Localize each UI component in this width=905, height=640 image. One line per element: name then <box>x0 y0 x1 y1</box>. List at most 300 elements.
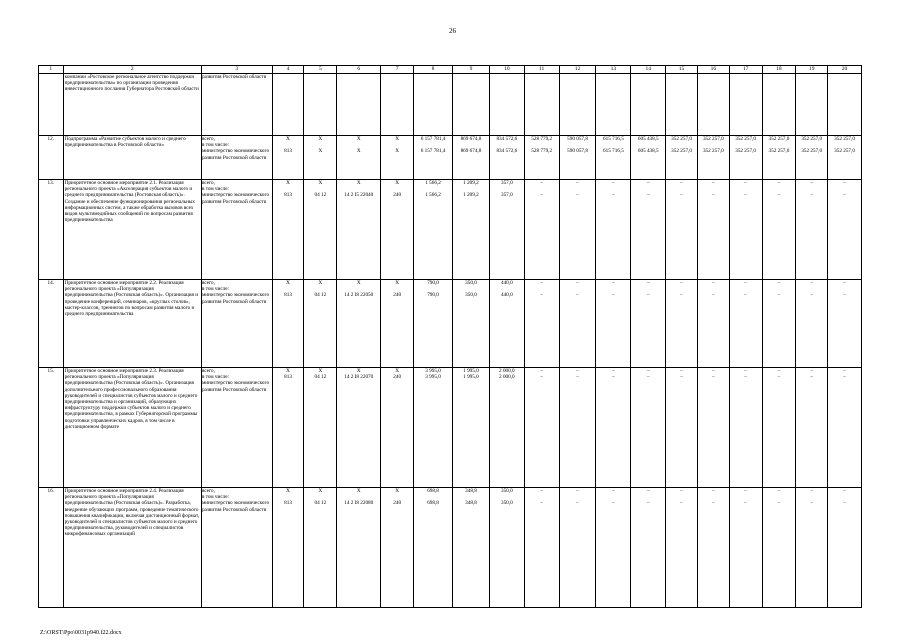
header-col-14: 14 <box>631 66 666 74</box>
value-line <box>381 74 413 80</box>
value-cell-col-18 <box>762 74 796 136</box>
value-cell-col-10 <box>489 180 524 280</box>
value-line: 350,0 <box>465 280 477 286</box>
value-line: – <box>712 500 715 507</box>
value-line: – <box>612 292 615 299</box>
value-cell-col-7 <box>381 488 414 608</box>
value-line: – <box>777 180 781 186</box>
row-name: Приоритетное основное мероприятие 2.4. Реализация регионального проекта «Популяризация предпринимательства (Ростовская область)». Разработка, внедрение обучающих программ, проведение тематического повышения квалификации, включая дистанционный формат, руководителей и специалистов субъектов малого и среднего предпринимательства, руководителей и специалистов микрофинансовых организаций <box>63 488 201 608</box>
value-cell-col-8 <box>414 180 453 280</box>
value-line: 14 2 I8 22070 <box>344 374 374 381</box>
value-cell-col-5 <box>304 136 337 180</box>
value-line: X <box>395 136 400 142</box>
value-line: 1 209,2 <box>463 180 479 186</box>
executor-line: в том числе: <box>201 494 229 501</box>
value-line: 528 779,2 <box>531 136 553 142</box>
value-line: 352 257,0 <box>801 148 823 155</box>
value-cell-col-5 <box>304 180 337 280</box>
value-line: 813 <box>284 374 292 381</box>
value-line: – <box>576 374 579 381</box>
value-line: – <box>712 192 715 199</box>
value-line: 440,0 <box>500 280 513 286</box>
value-line: – <box>646 292 650 299</box>
row-number <box>39 74 64 136</box>
value-line: 6 157 781,4 <box>420 136 446 142</box>
value-line: X <box>318 148 323 155</box>
value-line: – <box>810 280 813 286</box>
value-line: – <box>843 500 846 507</box>
value-line: X <box>395 148 400 155</box>
value-line: 869 674,8 <box>460 136 482 142</box>
row-number: 12. <box>39 136 64 180</box>
header-col-1: 1 <box>39 66 64 74</box>
value-line: X <box>356 180 361 186</box>
value-cell-col-11 <box>524 136 559 180</box>
value-cell-col-8 <box>414 74 453 136</box>
value-cell-col-15 <box>666 368 698 488</box>
value-cell-col-9 <box>453 488 490 608</box>
value-cell-col-4 <box>272 180 304 280</box>
value-cell-col-11 <box>524 488 559 608</box>
footer-file-path: Z:\ORST\Ppo\0031p940.f22.docx <box>40 630 122 636</box>
value-line <box>337 74 380 80</box>
value-line: – <box>540 368 543 374</box>
value-line <box>304 74 336 80</box>
value-line: 813 <box>284 148 292 155</box>
value-line: – <box>744 192 747 199</box>
table-row <box>39 368 862 488</box>
value-line: – <box>843 368 846 374</box>
value-line: – <box>712 374 715 381</box>
value-cell-col-6 <box>337 180 381 280</box>
row-number: 16. <box>39 488 64 608</box>
value-line: – <box>540 488 543 494</box>
value-line <box>414 74 452 80</box>
value-cell-col-7 <box>381 74 414 136</box>
row-number: 14. <box>39 280 64 368</box>
value-line: 240 <box>393 374 402 381</box>
value-cell-col-20 <box>828 488 862 608</box>
value-line: 352 257,0 <box>768 136 790 142</box>
value-line: X <box>318 180 323 186</box>
value-cell-col-7 <box>381 180 414 280</box>
executor-line: всего, <box>201 136 215 142</box>
value-line: 350,0 <box>500 500 513 507</box>
value-line: 2 000,0 <box>499 368 515 374</box>
value-cell-col-15 <box>666 280 698 368</box>
value-cell-col-14 <box>631 74 666 136</box>
row-number: 15. <box>39 368 64 488</box>
value-line: – <box>810 374 813 381</box>
executor-line: министерство экономического развития Ростовской области <box>201 380 270 393</box>
value-line: 2 000,0 <box>499 374 515 381</box>
value-line: 357,0 <box>500 192 513 199</box>
value-cell-col-14 <box>631 488 666 608</box>
value-cell-col-5 <box>304 280 337 368</box>
value-cell-col-15 <box>666 136 698 180</box>
value-line: 1 209,2 <box>463 192 479 199</box>
value-line: – <box>843 280 846 286</box>
value-line: 348,8 <box>465 500 477 507</box>
value-line: – <box>777 280 781 286</box>
value-cell-col-11 <box>524 280 559 368</box>
value-cell-col-8 <box>414 136 453 180</box>
value-cell-col-13 <box>596 488 631 608</box>
value-cell-col-18 <box>762 136 796 180</box>
value-cell-col-10 <box>489 74 524 136</box>
value-line: 240 <box>393 192 402 199</box>
value-line: – <box>646 500 650 507</box>
value-cell-col-6 <box>337 368 381 488</box>
value-line: – <box>843 192 846 199</box>
value-cell-col-15 <box>666 74 698 136</box>
value-cell-col-16 <box>697 180 729 280</box>
value-cell-col-12 <box>559 180 596 280</box>
value-line: – <box>712 292 715 299</box>
value-line: – <box>646 280 650 286</box>
value-cell-col-7 <box>381 368 414 488</box>
value-line: X <box>356 280 361 286</box>
row-executor <box>201 74 272 136</box>
executor-line: всего, <box>201 180 215 186</box>
value-cell-col-17 <box>729 488 762 608</box>
value-line: – <box>744 488 747 494</box>
value-line: – <box>712 488 715 494</box>
executor-line: министерство экономического развития Ростовской области <box>201 148 270 161</box>
value-line: – <box>712 368 715 374</box>
value-line: 440,0 <box>500 292 513 299</box>
value-line: X <box>356 488 361 494</box>
header-col-19: 19 <box>796 66 828 74</box>
value-line: X <box>318 136 323 142</box>
value-cell-col-10 <box>489 136 524 180</box>
value-line: – <box>810 292 813 299</box>
value-line: – <box>612 192 615 199</box>
value-line: X <box>356 368 361 374</box>
value-cell-col-11 <box>524 368 559 488</box>
value-cell-col-4 <box>272 488 304 608</box>
value-cell-col-14 <box>631 368 666 488</box>
value-cell-col-9 <box>453 74 490 136</box>
value-line: 350,0 <box>465 292 477 299</box>
value-cell-col-10 <box>489 488 524 608</box>
value-cell-col-17 <box>729 180 762 280</box>
value-line: 04 12 <box>314 192 327 199</box>
value-line <box>560 74 596 80</box>
value-line: – <box>843 488 846 494</box>
page-number: 26 <box>449 27 456 35</box>
value-line <box>666 74 697 80</box>
value-line <box>828 74 861 80</box>
value-cell-col-14 <box>631 280 666 368</box>
value-line: X <box>395 180 400 186</box>
table-row <box>39 136 862 180</box>
value-cell-col-5 <box>304 488 337 608</box>
value-line: 352 257,0 <box>735 136 756 142</box>
value-cell-col-8 <box>414 368 453 488</box>
value-line: 352 257,0 <box>671 136 692 142</box>
value-line <box>631 74 665 80</box>
value-line: – <box>612 368 615 374</box>
value-cell-col-11 <box>524 180 559 280</box>
value-cell-col-14 <box>631 136 666 180</box>
value-line: 1 566,2 <box>425 192 441 199</box>
value-cell-col-17 <box>729 280 762 368</box>
value-cell-col-16 <box>697 488 729 608</box>
value-cell-col-20 <box>828 180 862 280</box>
executor-line: в том числе: <box>201 186 229 193</box>
value-line: 1 995,0 <box>463 368 479 374</box>
executor-line: в том числе: <box>201 286 229 293</box>
value-line: X <box>356 136 361 142</box>
value-line: 352 257,0 <box>834 136 855 142</box>
value-line <box>453 74 489 80</box>
header-col-12: 12 <box>559 66 596 74</box>
value-line: 528 779,2 <box>531 148 553 155</box>
value-line: 350,0 <box>500 488 513 494</box>
value-cell-col-19 <box>796 136 828 180</box>
row-executor <box>201 488 272 608</box>
value-cell-col-19 <box>796 488 828 608</box>
value-line: – <box>646 488 650 494</box>
value-line: – <box>680 180 683 186</box>
value-line <box>796 74 827 80</box>
value-line: – <box>540 374 543 381</box>
value-line: – <box>540 292 543 299</box>
value-cell-col-16 <box>697 136 729 180</box>
value-line: – <box>680 500 683 507</box>
value-line: – <box>612 180 615 186</box>
value-cell-col-4 <box>272 368 304 488</box>
value-cell-col-13 <box>596 280 631 368</box>
value-cell-col-17 <box>729 74 762 136</box>
value-line: – <box>810 488 813 494</box>
value-cell-col-18 <box>762 368 796 488</box>
value-line: – <box>777 368 781 374</box>
value-cell-col-16 <box>697 368 729 488</box>
value-cell-col-15 <box>666 488 698 608</box>
table-row <box>39 74 862 136</box>
header-col-3: 3 <box>201 66 272 74</box>
value-line: 352 257,0 <box>702 148 724 155</box>
value-line: – <box>777 292 781 299</box>
value-line <box>763 74 796 80</box>
value-cell-col-6 <box>337 488 381 608</box>
row-name: компании «Ростовское региональное агентство поддержки предпринимательства» по организации проведения инвестиционного послания Губернатора Ростовской области <box>63 74 201 136</box>
value-line: 605 438,5 <box>637 136 659 142</box>
header-col-8: 8 <box>414 66 453 74</box>
value-cell-col-9 <box>453 368 490 488</box>
value-line: 790,0 <box>427 292 439 299</box>
value-line: 352 257,0 <box>702 136 724 142</box>
value-cell-col-20 <box>828 368 862 488</box>
header-col-2: 2 <box>63 66 201 74</box>
value-line: – <box>540 280 543 286</box>
value-line: 348,8 <box>465 488 477 494</box>
value-line: – <box>712 280 715 286</box>
value-line: 240 <box>393 500 402 507</box>
header-row <box>39 66 862 74</box>
value-line: 813 <box>284 500 292 507</box>
value-line: – <box>576 192 579 199</box>
row-name: Приоритетное основное мероприятие 2.1. Реализация регионального проекта «Акселерация субъектов малого и среднего предпринимательства (Ростовская область)». Создание и обеспечение функционирования региональных информационных систем, а также обработка вызовов всех видов мультимедийных сообщений по вопросам развития предпринимательства <box>63 180 201 280</box>
value-line: – <box>646 374 650 381</box>
value-line: – <box>576 368 579 374</box>
value-cell-col-7 <box>381 136 414 180</box>
header-col-18: 18 <box>762 66 796 74</box>
value-line: 357,0 <box>500 180 513 186</box>
value-cell-col-8 <box>414 488 453 608</box>
row-number: 13. <box>39 180 64 280</box>
value-cell-col-13 <box>596 74 631 136</box>
value-cell-col-18 <box>762 488 796 608</box>
value-line: 352 257,0 <box>671 148 692 155</box>
table-row <box>39 180 862 280</box>
value-cell-col-13 <box>596 368 631 488</box>
row-executor <box>201 280 272 368</box>
value-line: X <box>318 488 323 494</box>
value-cell-col-12 <box>559 368 596 488</box>
header-col-17: 17 <box>729 66 762 74</box>
value-line: – <box>843 374 846 381</box>
executor-line: министерство экономического развития Ростовской области <box>201 500 270 513</box>
value-line: – <box>744 368 747 374</box>
value-line: X <box>286 488 290 494</box>
row-name: Приоритетное основное мероприятие 2.2. Реализация регионального проекта «Популяризация предпринимательства (Ростовская область)». Организация и проведение конференций, семинаров, «круглых столов», мастер-классов, тренингов по вопросам развития малого и среднего предпринимательства <box>63 280 201 368</box>
value-line: 352 257,0 <box>735 148 756 155</box>
value-cell-col-12 <box>559 280 596 368</box>
value-line: – <box>612 488 615 494</box>
value-cell-col-16 <box>697 280 729 368</box>
value-line: X <box>395 368 400 374</box>
value-line <box>490 74 524 80</box>
value-cell-col-14 <box>631 180 666 280</box>
header-col-5: 5 <box>304 66 337 74</box>
executor-line: в том числе: <box>201 142 229 149</box>
value-line: – <box>744 500 747 507</box>
header-col-10: 10 <box>489 66 524 74</box>
value-line: – <box>540 500 543 507</box>
header-col-6: 6 <box>337 66 381 74</box>
table-row <box>39 280 862 368</box>
value-line: – <box>646 180 650 186</box>
value-cell-col-19 <box>796 280 828 368</box>
value-line: – <box>576 280 579 286</box>
value-line <box>596 74 630 80</box>
value-cell-col-19 <box>796 368 828 488</box>
value-line: – <box>843 180 846 186</box>
value-cell-col-18 <box>762 280 796 368</box>
value-line: – <box>777 192 781 199</box>
value-cell-col-7 <box>381 280 414 368</box>
value-cell-col-19 <box>796 180 828 280</box>
value-line: 352 257,0 <box>801 136 823 142</box>
value-cell-col-11 <box>524 74 559 136</box>
value-line: – <box>680 488 683 494</box>
value-line: 813 <box>284 192 292 199</box>
value-line: – <box>777 488 781 494</box>
executor-line: всего, <box>201 488 215 494</box>
value-line: 615 716,5 <box>603 148 624 155</box>
value-cell-col-12 <box>559 136 596 180</box>
value-line: X <box>318 280 323 286</box>
value-line: – <box>810 500 813 507</box>
value-line: 352 257,0 <box>834 148 855 155</box>
value-line: 14 2 I8 22050 <box>344 292 374 299</box>
value-line <box>525 74 559 80</box>
value-line: 869 674,8 <box>460 148 482 155</box>
table-row <box>39 488 862 608</box>
value-cell-col-20 <box>828 280 862 368</box>
executor-line: всего, <box>201 368 215 374</box>
value-cell-col-4 <box>272 74 304 136</box>
row-executor <box>201 136 272 180</box>
value-cell-col-20 <box>828 74 862 136</box>
executor-line: развития Ростовской области <box>201 74 267 80</box>
value-cell-col-20 <box>828 136 862 180</box>
value-line: 240 <box>393 292 402 299</box>
value-cell-col-18 <box>762 180 796 280</box>
value-line: 834 572,6 <box>496 136 518 142</box>
value-line: X <box>395 280 400 286</box>
value-line: – <box>576 292 579 299</box>
value-cell-col-5 <box>304 368 337 488</box>
value-line: X <box>286 136 290 142</box>
value-line: – <box>612 500 615 507</box>
value-cell-col-13 <box>596 136 631 180</box>
value-line: X <box>286 280 290 286</box>
value-line: 3 995,0 <box>425 374 441 381</box>
value-line: 14 2 I5 22040 <box>344 192 374 199</box>
value-cell-col-6 <box>337 136 381 180</box>
value-line: 14 2 I8 22080 <box>344 500 374 507</box>
value-line: – <box>576 180 579 186</box>
header-col-9: 9 <box>453 66 490 74</box>
value-line: X <box>318 368 323 374</box>
value-cell-col-16 <box>697 74 729 136</box>
value-line: – <box>646 368 650 374</box>
header-col-16: 16 <box>697 66 729 74</box>
executor-line: в том числе: <box>201 374 229 381</box>
value-cell-col-17 <box>729 368 762 488</box>
executor-line: министерство экономического развития Ростовской области <box>201 292 270 305</box>
value-line: X <box>286 368 290 374</box>
value-line: 813 <box>284 292 292 299</box>
value-line: 04 12 <box>314 500 327 507</box>
value-cell-col-15 <box>666 180 698 280</box>
value-line: 1 566,2 <box>425 180 441 186</box>
row-name: Приоритетное основное мероприятие 2.3. Реализация регионального проекта «Популяризация предпринимательства (Ростовская область)». Организация дополнительного профессионального образования руководителей и специалистов субъектов малого и среднего предпринимательства и организаций, образующих инфраструктуру поддержки субъектов малого и среднего предпринимательства, в рамках Губернаторской программы подготовки управленческих кадров, в том числе в дистанционном формате <box>63 368 201 488</box>
row-executor <box>201 180 272 280</box>
value-line: – <box>576 500 579 507</box>
value-line: – <box>777 374 781 381</box>
value-line: X <box>286 180 290 186</box>
value-cell-col-9 <box>453 180 490 280</box>
budget-table <box>38 65 862 608</box>
value-line: – <box>576 488 579 494</box>
value-line: X <box>395 488 400 494</box>
value-cell-col-9 <box>453 136 490 180</box>
value-line: 6 157 781,4 <box>420 148 446 155</box>
value-line: 1 995,0 <box>463 374 479 381</box>
header-col-13: 13 <box>596 66 631 74</box>
value-line: – <box>680 374 683 381</box>
value-cell-col-13 <box>596 180 631 280</box>
value-line: 04 12 <box>314 292 327 299</box>
value-line: – <box>810 192 813 199</box>
value-cell-col-12 <box>559 74 596 136</box>
value-line: 790,0 <box>427 280 439 286</box>
